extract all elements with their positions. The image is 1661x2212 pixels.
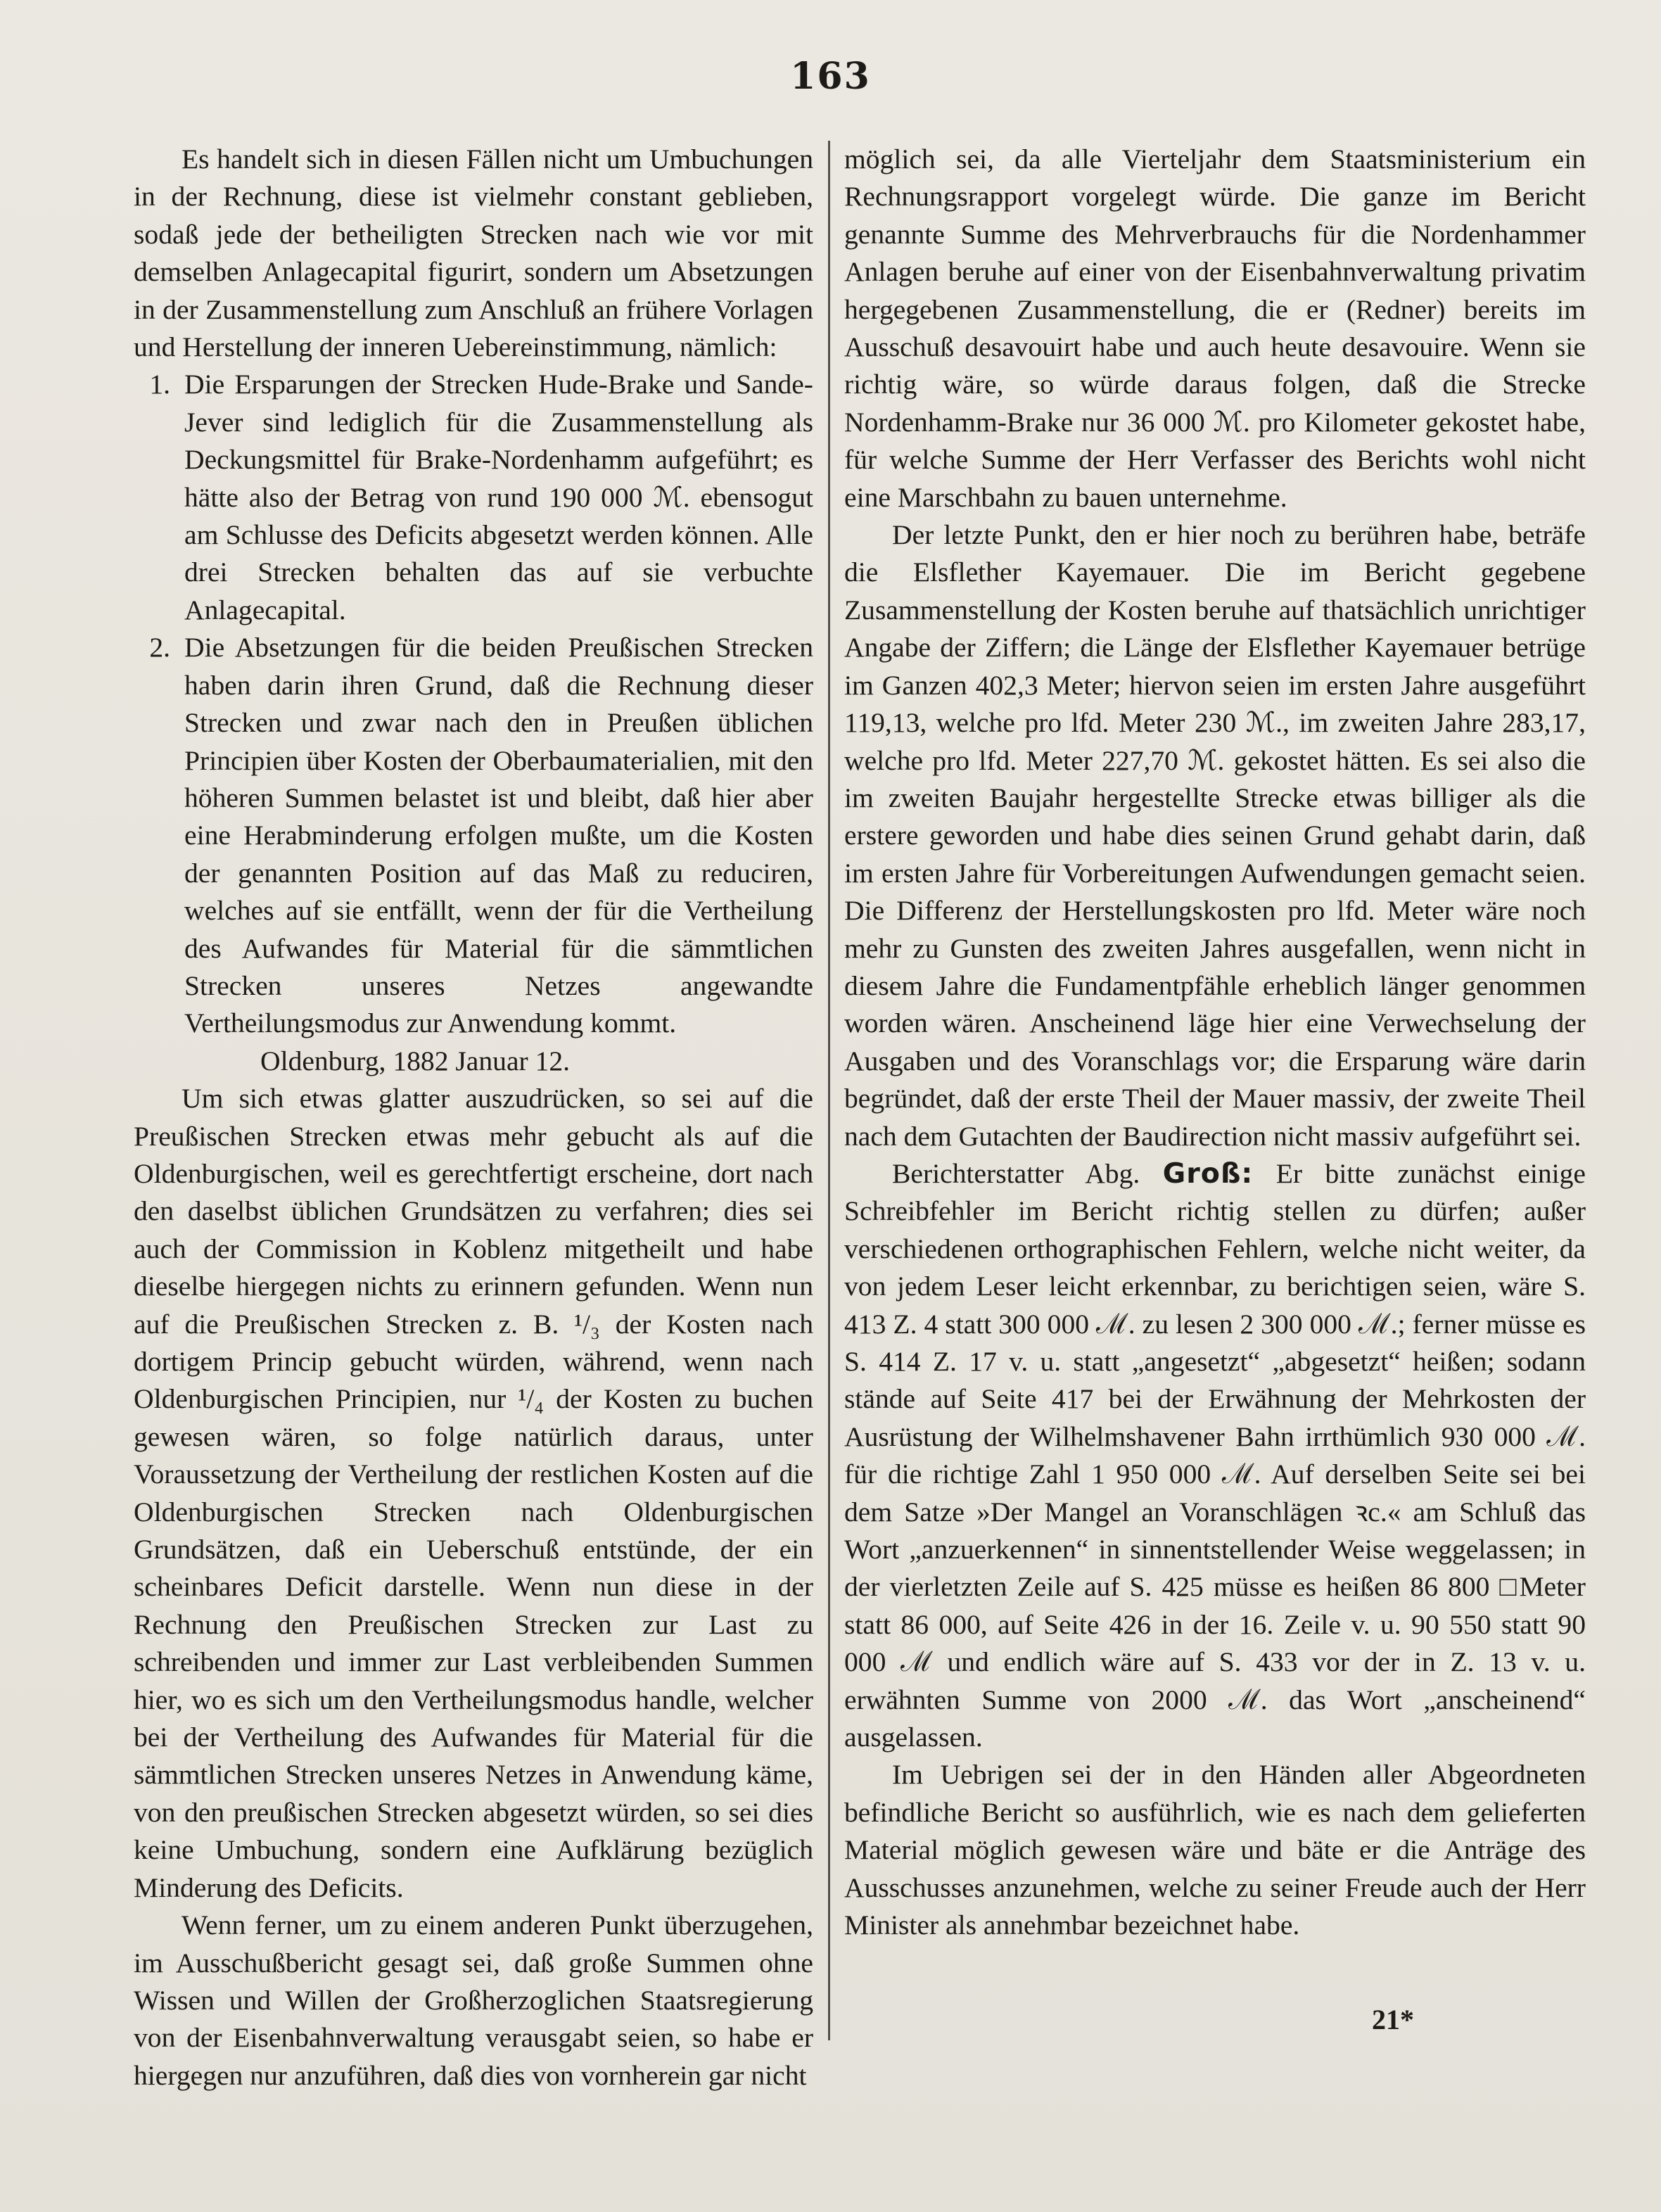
- list-item-2: [134, 629, 813, 1042]
- right-paragraph-3: [844, 1155, 1586, 1757]
- left-paragraph-1: Es handelt sich in diesen Fällen nicht um Umbuchungen in der Rechnung, diese ist vielmehr constant geblieben, sodaß jede der betheiligten Strecken nach wie vor mit demselben Anlagecapital figurirt, sondern um Absetzungen in der Zusammenstellung zum Anschluß an frühere Vorlagen und Herstellung der inneren Uebereinstimmung, nämlich:: [134, 144, 813, 363]
- list-item-1-text: Die Ersparungen der Strecken Hude-Brake und Sande-Jever sind lediglich für die Zusammenstellung als Deckungsmittel für Brake-Nordenhamm aufgeführt; es hätte also der Betrag von rund 190 000 ℳ. ebensogut am Schlusse des Deficits abgesetzt werden können. Alle drei Strecken behalten das auf sie verbuchte Anlagecapital.: [184, 369, 813, 625]
- list-item-2-text: Die Absetzungen für die beiden Preußischen Strecken haben darin ihren Grund, daß die Rechnung dieser Strecken und zwar nach den in Preußen üblichen Principien über Kosten der Oberbaumaterialien, mit den höheren Summen belastet ist und bleibt, daß hier aber eine Herabminderung erfolgen mußte, um die Kosten der genannten Position auf das Maß zu reduciren, welches auf sie entfällt, wenn der für die Vertheilung des Aufwandes für Material für die sämmtlichen Strecken unseres Netzes angewandte Vertheilungsmodus zur Anwendung kommt.: [184, 632, 813, 1039]
- list-item-2-number: 2.: [149, 632, 170, 663]
- left-column: [134, 141, 813, 2095]
- right-paragraph-1: möglich sei, da alle Vierteljahr dem Staatsministerium ein Rechnungsrapport vorgelegt würde. Die ganze im Bericht genannte Summe des Mehrverbrauchs für die Nordenhammer Anlagen beruhe auf einer von der Eisenbahnverwaltung privatim hergegebenen Zusammenstellung, die er (Redner) bereits im Ausschuß desavouirt habe und auch heute desavouire. Wenn sie richtig wäre, so würde daraus folgen, daß die Strecke Nordenhamm-Brake nur 36 000 ℳ. pro Kilometer gekostet habe, für welche Summe der Herr Verfasser des Berichts wohl nicht eine Marschbahn zu bauen unternehme.: [844, 144, 1586, 513]
- list-item-1-number: 1.: [149, 369, 170, 400]
- right-paragraph-2: Der letzte Punkt, den er hier noch zu berühren habe, beträfe die Elsflether Kayemauer. Die im Bericht gegebene Zusammenstellung der Kosten beruhe auf thatsächlich unrichtiger Angabe der Ziffern; die Länge der Elsflether Kayemauer betrüge im Ganzen 402,3 Meter; hiervon seien im ersten Jahre ausgeführt 119,13, welche pro lfd. Meter 230 ℳ., im zweiten Jahre 283,17, welche pro lfd. Meter 227,70 ℳ. gekostet hätten. Es sei also die im zweiten Baujahr hergestellte Strecke etwas billiger als die erstere geworden und habe dies seinen Grund gehabt darin, daß im ersten Jahre für Vorbereitungen Aufwendungen gemacht seien. Die Differenz der Herstellungskosten pro lfd. Meter wäre noch mehr zu Gunsten des zweiten Jahres ausgefallen, wenn nicht in diesem Jahre die Fundamentpfähle erheblich länger genommen worden wären. Anscheinend läge hier eine Verwechselung der Ausgaben und des Voranschlags vor; die Ersparung wäre darin begründet, daß der erste Theil der Mauer massiv, der zweite Theil nach dem Gutachten der Baudirection nicht massiv aufgeführt sei.: [844, 519, 1586, 1152]
- speaker-prefix: Berichterstatter Abg.: [892, 1157, 1140, 1189]
- speaker-name: Groß:: [1162, 1157, 1254, 1190]
- left-paragraph-3: Wenn ferner, um zu einem anderen Punkt überzugehen, im Ausschußbericht gesagt sei, daß große Summen ohne Wissen und Willen der Großherzoglichen Staatsregierung von der Eisenbahnverwaltung verausgabt seien, so habe er hiergegen nur anzuführen, daß dies von vornherein gar nicht: [134, 1909, 813, 2091]
- right-column: [844, 141, 1586, 1945]
- page-number: 163: [790, 55, 871, 98]
- right-paragraph-4: Im Uebrigen sei der in den Händen aller Abgeordneten befindliche Bericht so ausführlich, wie es nach dem gelieferten Material möglich gewesen wäre und bäte er die Anträge des Ausschusses anzunehmen, welche zu seiner Freude auch der Herr Minister als annehmbar bezeichnet habe.: [844, 1759, 1586, 1941]
- dateline: Oldenburg, 1882 Januar 12.: [260, 1045, 571, 1076]
- left-paragraph-2: Um sich etwas glatter auszudrücken, so sei auf die Preußischen Strecken etwas mehr gebucht als auf die Oldenburgischen, weil es gerechtfertigt erscheine, dort nach den daselbst üblichen Grundsätzen zu verfahren; dies sei auch der Commission in Koblenz mitgetheilt und habe dieselbe hiergegen nichts zu erinnern gefunden. Wenn nun auf die Preußischen Strecken z. B. ¹/₃ der Kosten nach dortigem Princip gebucht würden, während, wenn nach Oldenburgischen Principien, nur ¹/₄ der Kosten zu buchen gewesen wären, so folge natürlich daraus, unter Voraussetzung der Vertheilung der restlichen Kosten auf die Oldenburgischen Strecken nach Oldenburgischen Grundsätzen, daß ein Ueberschuß entstünde, der ein scheinbares Deficit darstelle. Wenn nun diese in der Rechnung den Preußischen Strecken zur Last zu schreibenden und immer zur Last verbleibenden Summen hier, wo es sich um den Vertheilungsmodus handle, welcher bei der Vertheilung des Aufwandes für Material für die sämmtlichen Strecken unseres Netzes in Anwendung käme, von den preußischen Strecken abgesetzt würden, so sei dies keine Umbuchung, sondern eine Aufklärung bezüglich Minderung des Deficits.: [134, 1083, 813, 1903]
- list-item-1: [134, 366, 813, 629]
- column-divider: [828, 141, 830, 2040]
- signature-mark: 21*: [1372, 2004, 1414, 2035]
- speaker-statement: Er bitte zunächst einige Schreibfehler im Bericht richtig stellen zu dürfen; außer verschiedenen orthographischen Fehlern, welche nicht weiter, da von jedem Leser leicht erkennbar, zu berichtigen seien, wäre S. 413 Z. 4 statt 300 000 ℳ. zu lesen 2 300 000 ℳ.; ferner müsse es S. 414 Z. 17 v. u. statt „angesetzt“ „abgesetzt“ heißen; sodann stände auf Seite 417 bei der Erwähnung der Mehrkosten der Ausrüstung der Wilhelmshavener Bahn irrthümlich 930 000 ℳ. für die richtige Zahl 1 950 000 ℳ. Auf derselben Seite sei bei dem Satze »Der Mangel an Voranschlägen ꝛc.« am Schluß das Wort „anzuerkennen“ in sinnentstellender Weise weggelassen; in der vierletzten Zeile auf S. 425 müsse es heißen 86 800 □Meter statt 86 000, auf Seite 426 in der 16. Zeile v. u. 90 550 statt 90 000 ℳ und endlich wäre auf S. 433 vor der in Z. 13 v. u. erwähnten Summe von 2000 ℳ. das Wort „anscheinend“ ausgelassen.: [844, 1157, 1586, 1753]
